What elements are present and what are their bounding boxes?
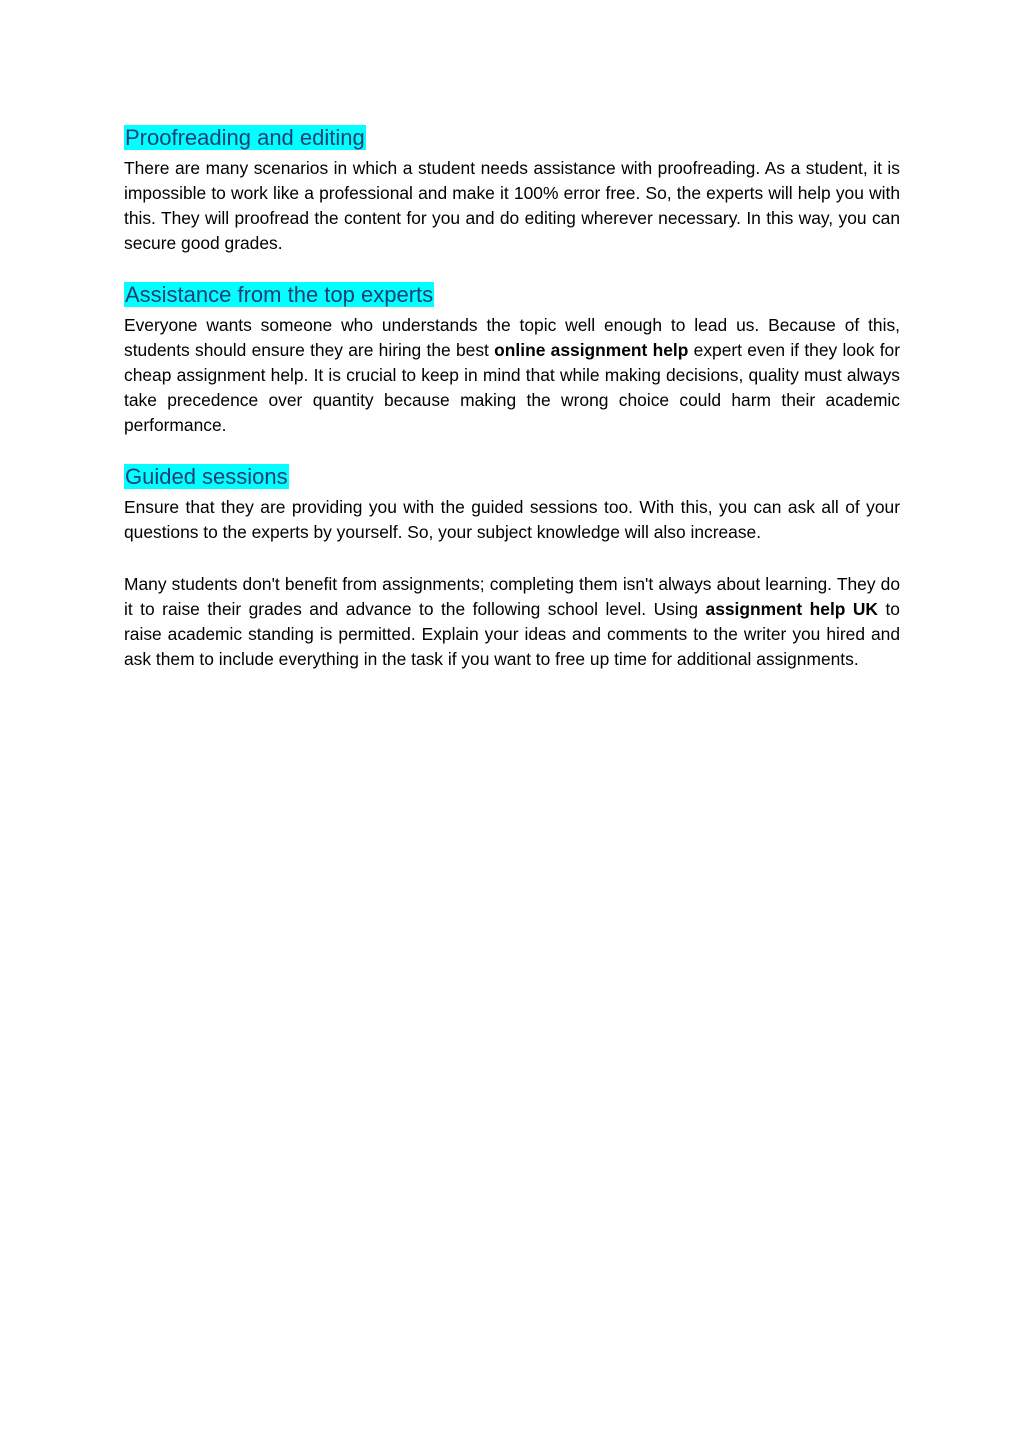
paragraph-text: to raise academic standing is permitted. Explain your ideas and comments to the writer you hired and ask them to include everything in the task if you want to free up time for additional assignments. — [124, 599, 900, 669]
section-top-experts — [124, 279, 900, 438]
heading-proofreading-and-editing — [124, 122, 900, 154]
heading-highlight: Assistance from the top experts — [125, 282, 434, 307]
paragraph-text: Everyone wants someone who understands the topic well enough to lead us. Because of this, students should ensure they are hiring the best — [124, 315, 900, 360]
paragraph-closing — [124, 572, 900, 672]
document-page — [124, 122, 900, 672]
bold-keyword-assignment-help-uk: assignment help UK — [705, 599, 878, 619]
heading-guided-sessions — [124, 461, 900, 493]
heading-assistance-from-top-experts — [124, 279, 900, 311]
section-guided-sessions — [124, 461, 900, 545]
heading-highlight: Proofreading and editing — [125, 125, 365, 150]
paragraph-text: Many students don't benefit from assignments; completing them isn't always about learning. They do it to raise their grades and advance to the following school level. Using — [124, 574, 900, 619]
paragraph-proofreading: There are many scenarios in which a student needs assistance with proofreading. As a student, it is impossible to work like a professional and make it 100% error free. So, the experts will help you with this. They will proofread the content for you and do editing wherever necessary. In this way, you can secure good grades. — [124, 158, 900, 253]
paragraph-guided-sessions: Ensure that they are providing you with the guided sessions too. With this, you can ask all of your questions to the experts by yourself. So, your subject knowledge will also increase. — [124, 497, 900, 542]
paragraph-text: expert even if they look for cheap assignment help. It is crucial to keep in mind that while making decisions, quality must always take precedence over quantity because making the wrong choice could harm their academic performance. — [124, 340, 900, 435]
paragraph-top-experts — [124, 313, 900, 438]
bold-keyword-online-assignment-help: online assignment help — [494, 340, 689, 360]
section-proofreading — [124, 122, 900, 256]
heading-highlight: Guided sessions — [125, 464, 288, 489]
